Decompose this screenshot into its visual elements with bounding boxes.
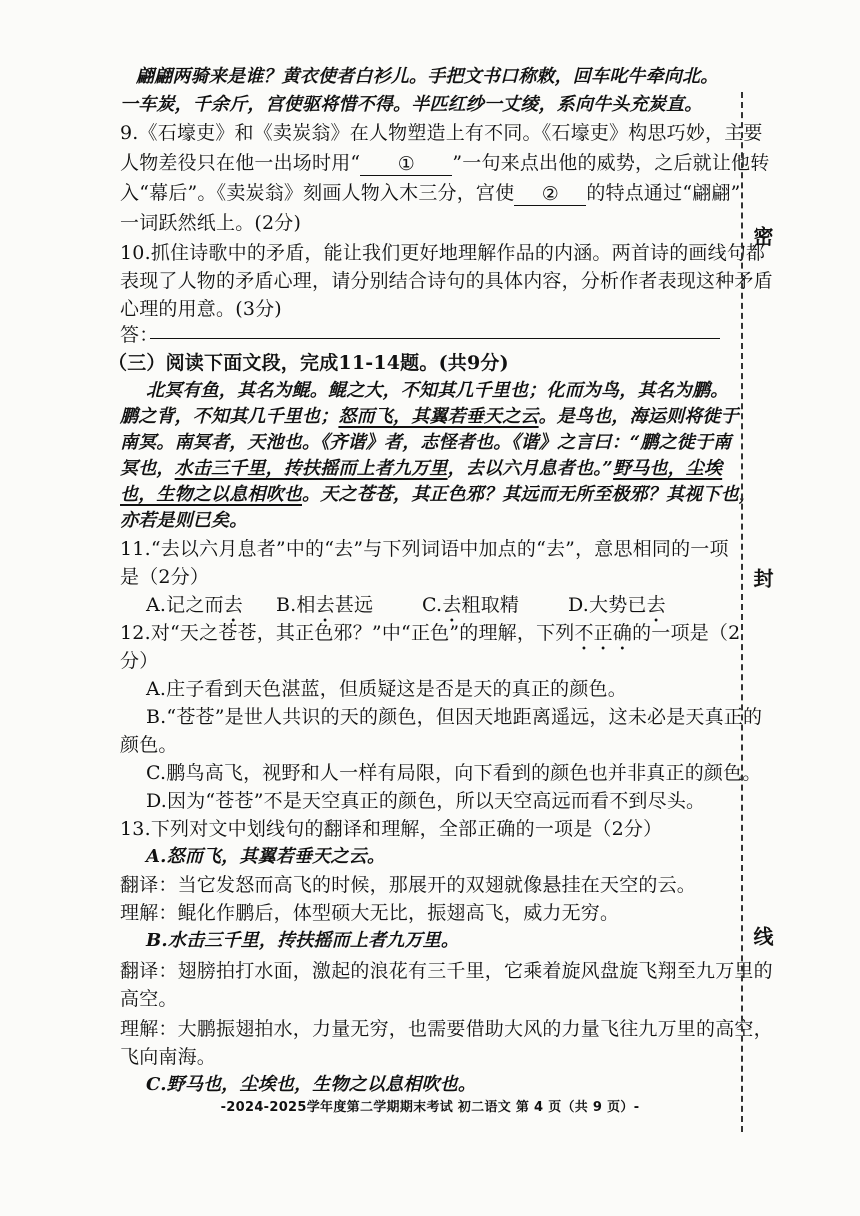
underlined-sentence-3b: 也，生物之以息相吹也 bbox=[120, 484, 302, 505]
page-footer: -2024-2025学年度第二学期期末考试 初二语文 第 4 页（共 9 页）- bbox=[220, 1100, 640, 1115]
option-text: B.相 bbox=[276, 594, 316, 616]
q9-line-4: 一词跃然纸上。(2分) bbox=[120, 212, 302, 234]
q13-b-understanding-1: 理解：大鹏振翅拍水，力量无穷，也需要借助大风的力量飞往九万里的高空， bbox=[120, 1018, 773, 1040]
poem-line-1: 翩翩两骑来是谁？黄衣使者白衫儿。手把文书口称敕，回车叱牛牵向北。 bbox=[136, 66, 719, 87]
option-text: 甚远 bbox=[334, 594, 374, 616]
q12-text: 的一项是（2 bbox=[632, 622, 741, 644]
q11-line-1: 11.“去以六月息者”中的“去”与下列词语中加点的“去”，意思相同的一项 bbox=[120, 538, 729, 560]
q13-b-understanding-2: 飞向南海。 bbox=[120, 1046, 217, 1068]
passage-text: ，去以六月息者也。” bbox=[447, 458, 613, 479]
passage-text: 。天之苍苍，其正色邪？其远而无所至极邪？其视下也， bbox=[302, 484, 757, 505]
q13-line-1: 13.下列对文中划线句的翻译和理解，全部正确的一项是（2分） bbox=[120, 818, 663, 840]
passage-line-1: 北冥有鱼，其名为鲲。鲲之大，不知其几千里也；化而为鸟，其名为鹏。 bbox=[146, 380, 729, 401]
q13-a-understanding: 理解：鲲化作鹏后，体型硕大无比，振翅高飞，威力无穷。 bbox=[120, 902, 620, 924]
section-3-heading: （三）阅读下面文段，完成11-14题。(共9分) bbox=[108, 352, 509, 374]
option-text: A.记之而 bbox=[146, 594, 224, 616]
q12-option-a[interactable]: A.庄子看到天色湛蓝，但质疑这是否是天的真正的颜色。 bbox=[146, 678, 627, 700]
q13-a-translation: 翻译：当它发怒而高飞的时候，那展开的双翅就像悬挂在天空的云。 bbox=[120, 874, 697, 896]
passage-text: 冥也， bbox=[120, 458, 175, 479]
q9-text-d: 的特点通过“翩翩” bbox=[586, 182, 741, 204]
q10-answer-label: 答： bbox=[120, 324, 159, 346]
q13-b-translation-1: 翻译：翅膀拍打水面，激起的浪花有三千里，它乘着旋风盘旋飞翔至九万里的 bbox=[120, 960, 773, 982]
q12-dotted-phrase: 不正确 bbox=[574, 622, 633, 644]
q10-line-1: 10.抓住诗歌中的矛盾，能让我们更好地理解作品的内涵。两首诗的画线句都 bbox=[120, 242, 766, 264]
option-text: D.大势已 bbox=[568, 594, 647, 616]
underlined-sentence-2: 水击三千里，抟扶摇而上者九万里 bbox=[174, 458, 448, 479]
q9-blank-1[interactable]: ① bbox=[360, 151, 452, 176]
q13-option-b[interactable]: B.水击三千里，抟扶摇而上者九万里。 bbox=[146, 930, 460, 951]
passage-line-5 bbox=[120, 482, 757, 508]
q9-blank-2[interactable]: ② bbox=[514, 181, 586, 206]
dotted-char: 去 bbox=[315, 594, 335, 616]
q11-line-2: 是（2分） bbox=[120, 566, 210, 588]
q9-line-1: 9.《石壕吏》和《卖炭翁》在人物塑造上有不同。《石壕吏》构思巧妙，主要 bbox=[120, 122, 763, 144]
q12-option-c[interactable]: C.鹏鸟高飞，视野和人一样有局限，向下看到的颜色也并非真正的颜色。 bbox=[146, 762, 762, 784]
binding-label-mi: 密 bbox=[750, 226, 774, 246]
passage-line-6: 亦若是则已矣。 bbox=[120, 510, 248, 531]
underlined-sentence-1: 怒而飞，其翼若垂天之云 bbox=[338, 406, 539, 427]
q13-option-a[interactable]: A.怒而飞，其翼若垂天之云。 bbox=[146, 846, 386, 867]
option-text: 粗取精 bbox=[461, 594, 520, 616]
passage-line-4 bbox=[120, 456, 722, 482]
q10-line-2: 表现了人物的矛盾心理，请分别结合诗句的具体内容，分析作者表现这种矛盾 bbox=[120, 270, 773, 292]
q12-line-2: 分） bbox=[120, 650, 159, 672]
q10-line-3: 心理的用意。(3分) bbox=[120, 298, 282, 320]
q9-text-c: 入“幕后”。《卖炭翁》刻画人物入木三分，宫使 bbox=[120, 182, 515, 204]
dotted-char: 去 bbox=[646, 594, 666, 616]
q12-option-b-cont: 颜色。 bbox=[120, 734, 178, 756]
q13-b-translation-2: 高空。 bbox=[120, 988, 178, 1010]
q9-text-a: 人物差役只在他一出场时用“ bbox=[120, 152, 361, 174]
q10-answer-line[interactable] bbox=[150, 338, 720, 339]
binding-label-xian: 线 bbox=[750, 926, 774, 946]
passage-line-2 bbox=[120, 404, 739, 430]
q12-option-d[interactable]: D.因为“苍苍”不是天空真正的颜色，所以天空高远而看不到尽头。 bbox=[146, 790, 706, 812]
passage-text: 鹏之背，不知其几千里也； bbox=[120, 406, 339, 427]
q12-text: 12.对“天之苍苍，其正色邪？”中“正色”的理解，下列 bbox=[120, 622, 575, 644]
q9-text-b: ”一句来点出他的威势，之后就让他转 bbox=[452, 152, 770, 174]
passage-line-3: 南冥。南冥者，天池也。《齐谐》者，志怪者也。《谐》之言曰：“鹏之徙于南 bbox=[120, 432, 732, 453]
dotted-char: 去 bbox=[223, 594, 243, 616]
underlined-sentence-3a: 野马也，尘埃 bbox=[612, 458, 723, 479]
q12-line-1 bbox=[120, 620, 740, 655]
q9-line-2 bbox=[120, 150, 769, 176]
binding-dashed-line bbox=[741, 92, 743, 1132]
binding-label-feng: 封 bbox=[750, 568, 774, 588]
option-text: C. bbox=[422, 594, 443, 616]
q9-line-3 bbox=[120, 180, 741, 206]
poem-line-2: 一车炭，千余斤，宫使驱将惜不得。半匹红纱一丈绫，系向牛头充炭直。 bbox=[120, 94, 703, 115]
q13-option-c[interactable]: C.野马也，尘埃也，生物之以息相吹也。 bbox=[146, 1074, 477, 1095]
q12-option-b[interactable]: B.“苍苍”是世人共识的天的颜色，但因天地距离遥远，这未必是天真正的 bbox=[146, 706, 763, 728]
passage-text: 。是鸟也，海运则将徙于 bbox=[538, 406, 739, 427]
dotted-char: 去 bbox=[442, 594, 462, 616]
